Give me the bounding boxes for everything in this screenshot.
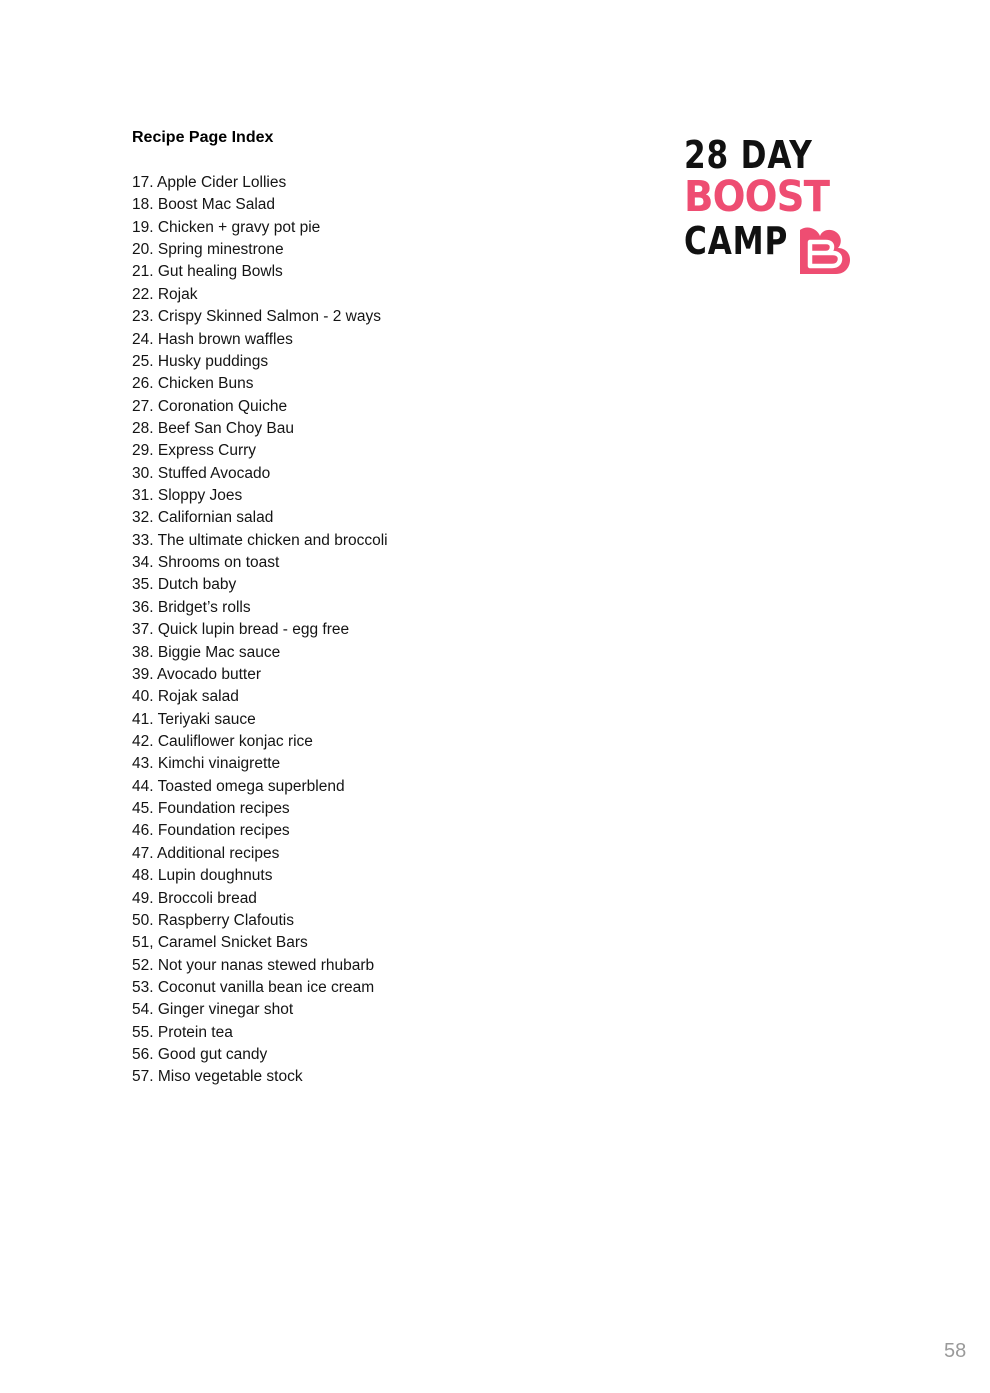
page-number: 58 <box>944 1340 967 1362</box>
index-entry: 25. Husky puddings <box>132 352 269 370</box>
logo-line-camp: CAMP <box>684 219 789 263</box>
index-entry: 54. Ginger vinegar shot <box>132 1001 294 1019</box>
index-entry: 27. Coronation Quiche <box>132 397 288 415</box>
index-entry: 45. Foundation recipes <box>132 800 290 818</box>
index-entry: 40. Rojak salad <box>132 688 239 706</box>
index-entry: 49. Broccoli bread <box>132 889 257 907</box>
index-entry: 55. Protein tea <box>132 1023 233 1041</box>
index-entry: 30. Stuffed Avocado <box>132 464 271 482</box>
index-entry: 33. The ultimate chicken and broccoli <box>132 531 388 549</box>
index-entry: 31. Sloppy Joes <box>132 487 243 505</box>
index-entry: 23. Crispy Skinned Salmon - 2 ways <box>132 308 381 326</box>
logo-line-28-day: 28 DAY <box>684 133 813 177</box>
index-entry: 29. Express Curry <box>132 442 257 460</box>
index-entry: 48. Lupin doughnuts <box>132 867 273 885</box>
index-entry: 41. Teriyaki sauce <box>132 710 256 728</box>
index-entry: 17. Apple Cider Lollies <box>132 174 287 191</box>
logo-line-boost: BOOST <box>684 172 830 222</box>
index-entry: 24. Hash brown waffles <box>132 330 293 348</box>
heart-b-icon <box>792 222 852 282</box>
index-entry: 36. Bridget’s rolls <box>132 598 251 616</box>
index-entry: 52. Not your nanas stewed rhubarb <box>132 956 375 974</box>
brand-logo <box>684 134 856 284</box>
index-entry: 57. Miso vegetable stock <box>132 1068 303 1086</box>
index-entry: 39. Avocado butter <box>132 665 261 683</box>
index-entry: 18. Boost Mac Salad <box>132 196 276 214</box>
page-title: Recipe Page Index <box>132 129 274 146</box>
index-entry: 20. Spring minestrone <box>132 241 284 259</box>
recipe-index-list <box>132 172 388 1089</box>
index-entry: 19. Chicken + gravy pot pie <box>132 218 321 236</box>
index-entry: 56. Good gut candy <box>132 1046 268 1064</box>
index-entry: 46. Foundation recipes <box>132 822 290 840</box>
index-entry: 43. Kimchi vinaigrette <box>132 755 281 773</box>
index-entry: 34. Shrooms on toast <box>132 554 280 572</box>
index-entry: 35. Dutch baby <box>132 576 237 594</box>
index-entry: 37. Quick lupin bread - egg free <box>132 621 350 639</box>
index-entry: 44. Toasted omega superblend <box>132 777 345 795</box>
index-entry: 47. Additional recipes <box>132 844 280 862</box>
index-entry: 51, Caramel Snicket Bars <box>132 934 308 952</box>
index-entry: 38. Biggie Mac sauce <box>132 643 281 661</box>
index-entry: 42. Cauliflower konjac rice <box>132 732 313 750</box>
index-entry: 28. Beef San Choy Bau <box>132 419 295 437</box>
index-entry: 50. Raspberry Clafoutis <box>132 911 294 929</box>
index-entry: 53. Coconut vanilla bean ice cream <box>132 978 375 996</box>
index-entry: 21. Gut healing Bowls <box>132 263 283 281</box>
index-entry: 26. Chicken Buns <box>132 375 254 393</box>
index-entry: 32. Californian salad <box>132 509 274 527</box>
index-entry: 22. Rojak <box>132 285 198 303</box>
